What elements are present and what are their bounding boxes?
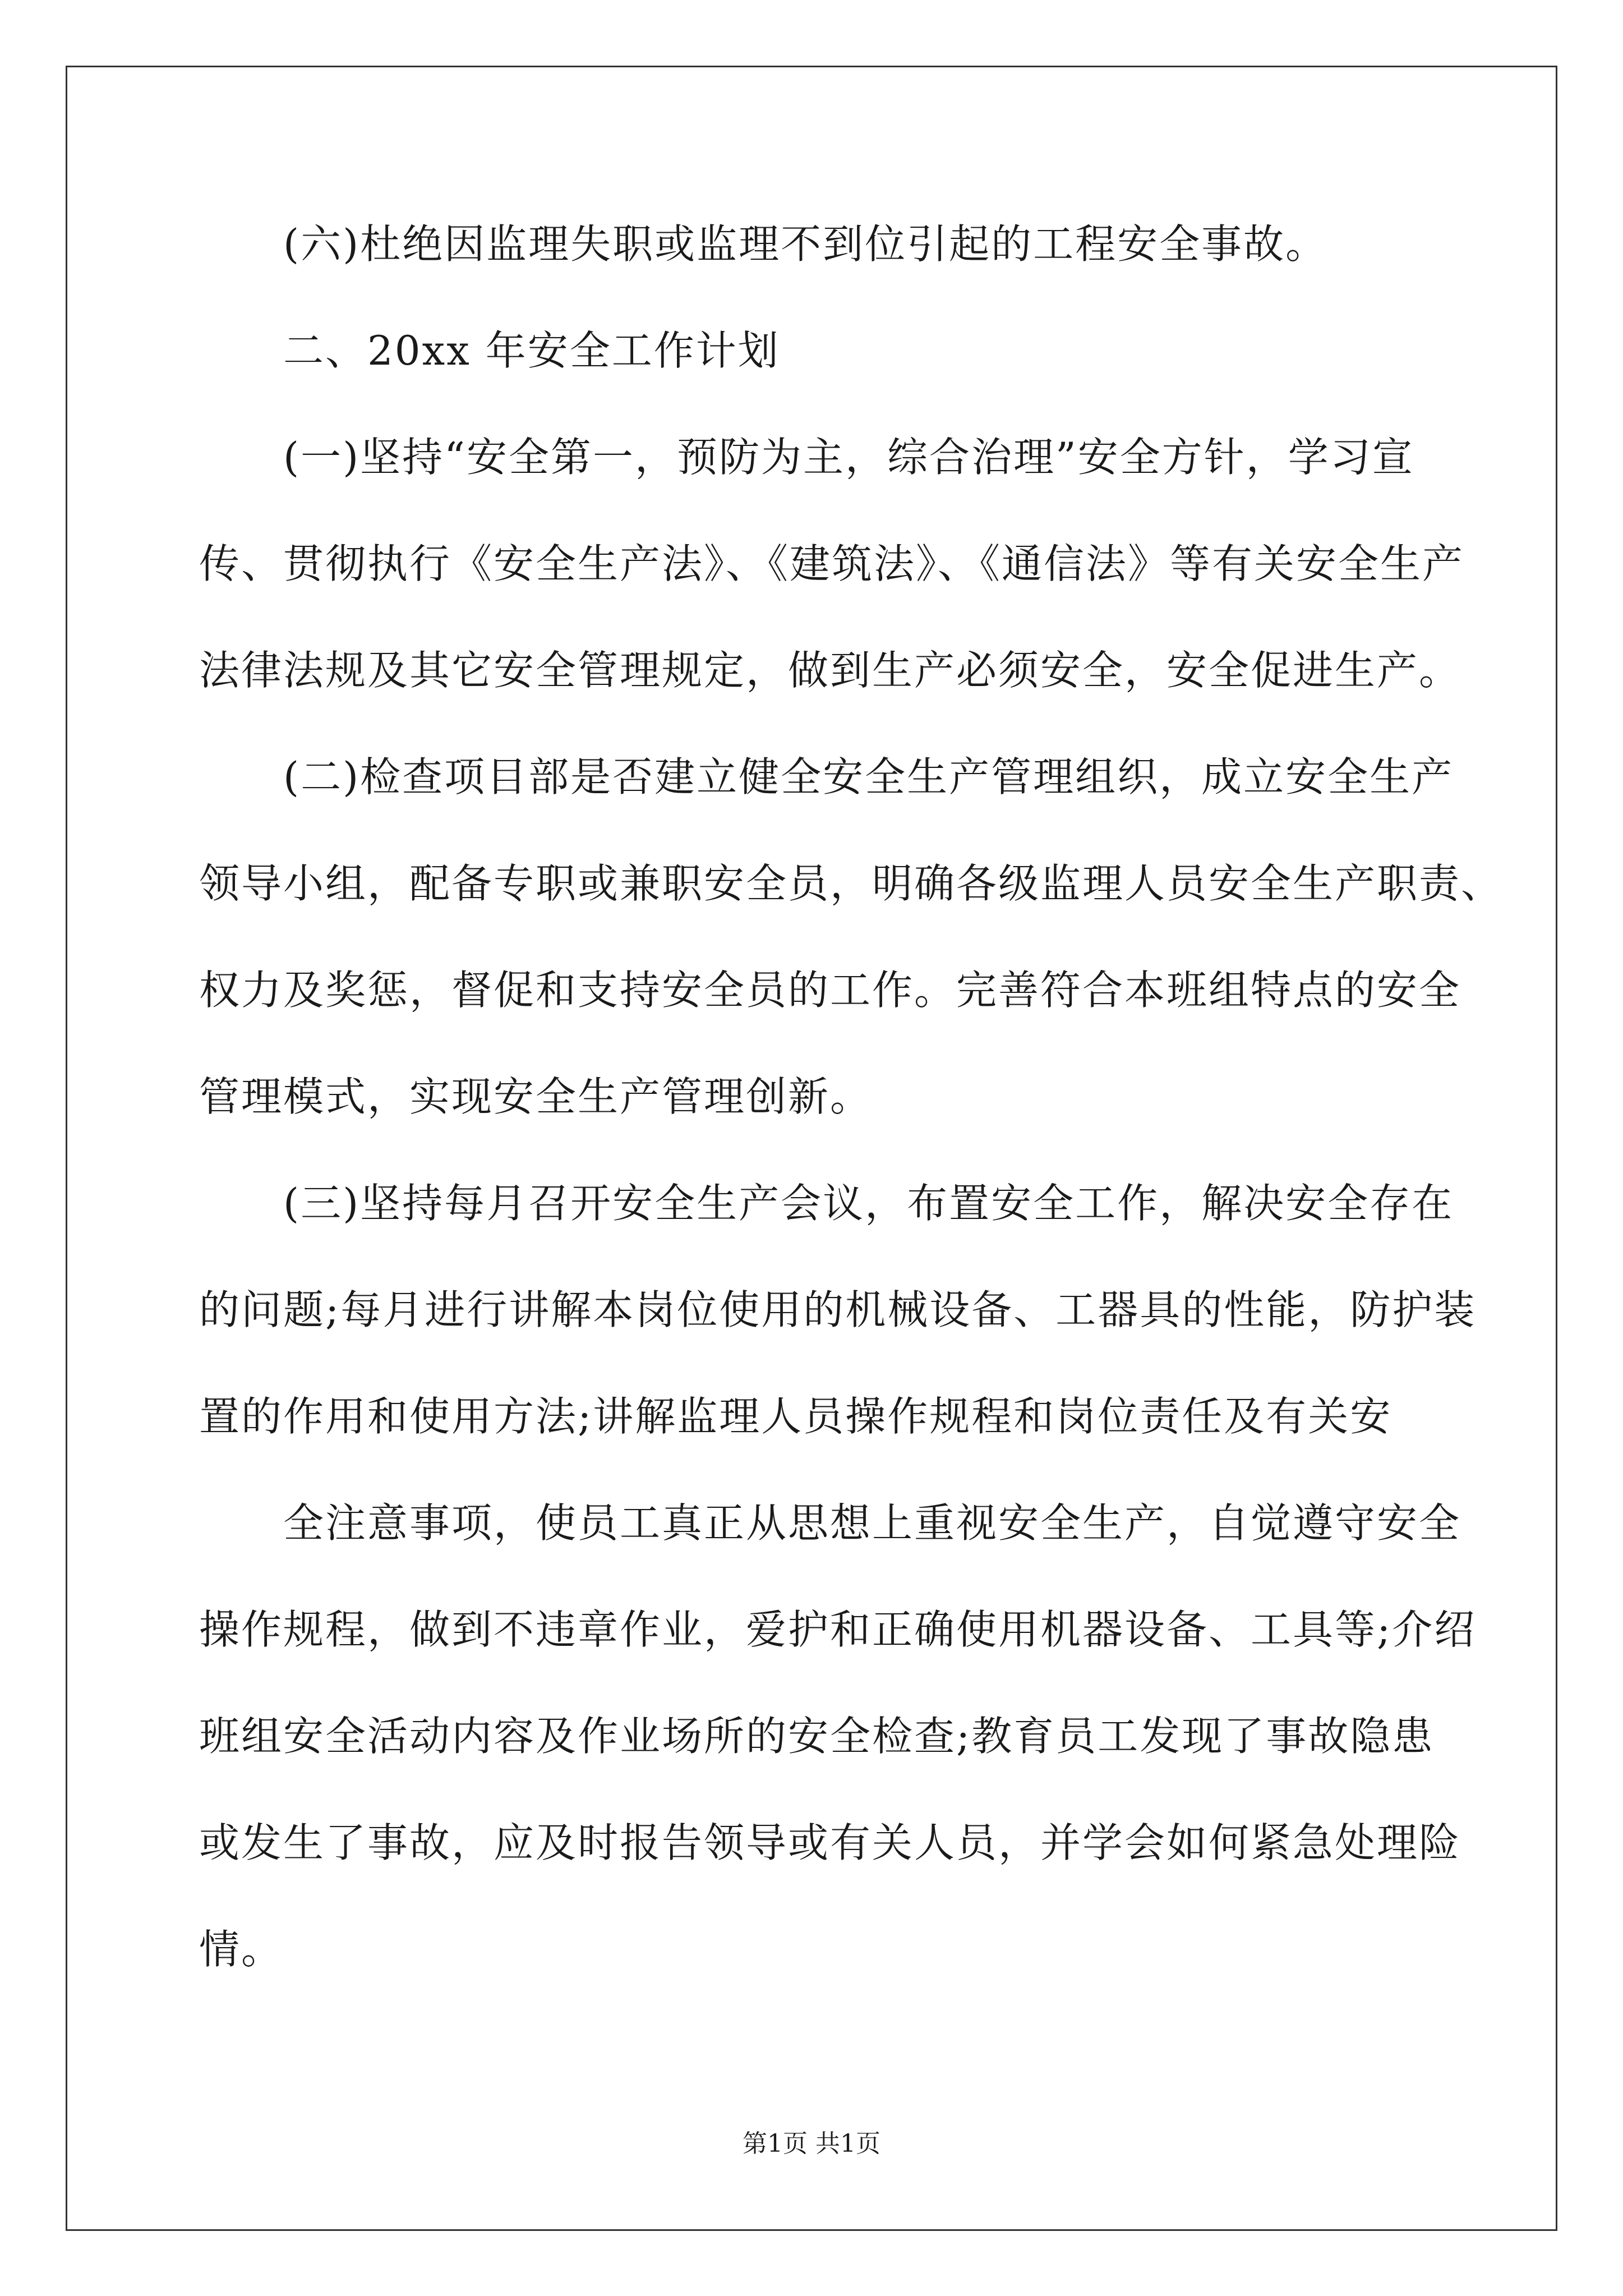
paragraph-line: 的问题;每月进行讲解本岗位使用的机械设备、工器具的性能，防护装	[199, 1286, 1477, 1333]
paragraph-line: 或发生了事故，应及时报告领导或有关人员，并学会如何紧急处理险	[199, 1819, 1461, 1866]
paragraph-line: 传、贯彻执行《安全生产法》、《建筑法》、《通信法》等有关安全生产	[199, 540, 1465, 587]
paragraph-line: (三)坚持每月召开安全生产会议，布置安全工作，解决安全存在	[283, 1180, 1454, 1227]
paragraph-line: 法律法规及其它安全管理规定，做到生产必须安全，安全促进生产。	[199, 647, 1461, 694]
paragraph-line: (六)杜绝因监理失职或监理不到位引起的工程安全事故。	[283, 220, 1328, 268]
document-body	[199, 191, 1504, 2003]
paragraph-line: 操作规程，做到不违章作业，爱护和正确使用机器设备、工具等;介绍	[199, 1606, 1477, 1653]
page-number: 第1页 共1页	[743, 2129, 880, 2158]
paragraph-line: 置的作用和使用方法;讲解监理人员操作规程和岗位责任及有关安	[199, 1393, 1393, 1440]
paragraph-line: 管理模式，实现安全生产管理创新。	[199, 1073, 873, 1120]
paragraph-line: (一)坚持“安全第一，预防为主，综合治理”安全方针，学习宣	[283, 434, 1414, 481]
paragraph-line: 全注意事项，使员工真正从思想上重视安全生产，自觉遵守安全	[283, 1499, 1461, 1547]
paragraph-line: 班组安全活动内容及作业场所的安全检查;教育员工发现了事故隐患	[199, 1713, 1435, 1760]
paragraph-line: (二)检查项目部是否建立健全安全生产管理组织，成立安全生产	[283, 753, 1454, 800]
paragraph-line: 领导小组，配备专职或兼职安全员，明确各级监理人员安全生产职责、	[199, 860, 1504, 907]
paragraph-line: 权力及奖惩，督促和支持安全员的工作。完善符合本班组特点的安全	[199, 967, 1461, 1014]
section-heading: 二、20xx 年安全工作计划	[283, 327, 780, 374]
paragraph-line: 情。	[199, 1926, 284, 1973]
